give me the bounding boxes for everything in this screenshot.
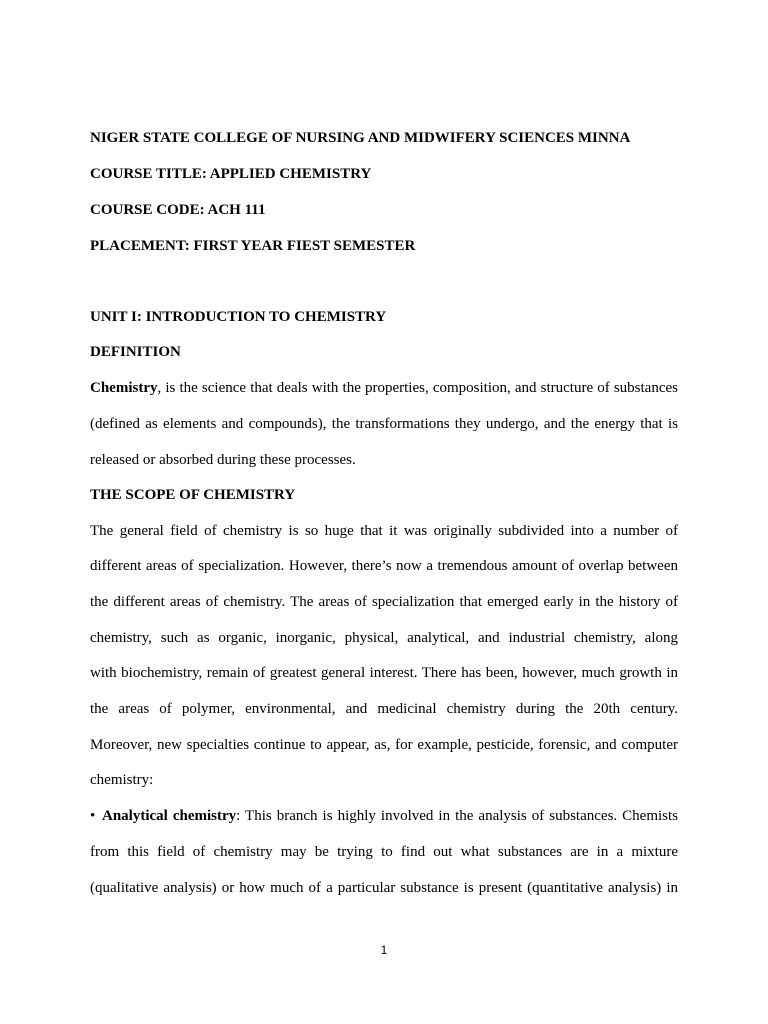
bullet-item-line bbox=[102, 807, 678, 825]
scope-paragraph-line: The general field of chemistry is so huge that it was originally subdivided into a number of bbox=[90, 523, 678, 539]
scope-paragraph-line: different areas of specialization. However, there’s now a tremendous amount of overlap between bbox=[90, 558, 678, 574]
definition-paragraph-line: released or absorbed during these processes. bbox=[90, 452, 356, 468]
institution-heading: NIGER STATE COLLEGE OF NURSING AND MIDWIFERY SCIENCES MINNA bbox=[90, 130, 631, 146]
course-title-heading: COURSE TITLE: APPLIED CHEMISTRY bbox=[90, 166, 372, 182]
unit-title-heading: UNIT I: INTRODUCTION TO CHEMISTRY bbox=[90, 309, 387, 325]
scope-paragraph-line: the different areas of chemistry. The areas of specialization that emerged early in the history of bbox=[90, 594, 678, 610]
scope-paragraph-line: chemistry: bbox=[90, 772, 154, 788]
page-number: 1 bbox=[380, 943, 388, 957]
definition-paragraph-line: (defined as elements and compounds), the transformations they undergo, and the energy that is bbox=[90, 416, 678, 432]
definition-text: , is the science that deals with the properties, composition, and structure of substances bbox=[157, 380, 678, 396]
scope-paragraph-line: Moreover, new specialties continue to appear, as, for example, pesticide, forensic, and computer bbox=[90, 737, 678, 753]
scope-paragraph-line: chemistry, such as organic, inorganic, physical, analytical, and industrial chemistry, along bbox=[90, 630, 678, 646]
scope-heading: THE SCOPE OF CHEMISTRY bbox=[90, 487, 296, 503]
scope-paragraph-line: the areas of polymer, environmental, and medicinal chemistry during the 20th century. bbox=[90, 701, 678, 717]
definition-paragraph-line bbox=[90, 379, 678, 397]
bullet-term: Analytical chemistry bbox=[102, 808, 237, 824]
bullet-icon: • bbox=[90, 808, 96, 824]
placement-heading: PLACEMENT: FIRST YEAR FIEST SEMESTER bbox=[90, 238, 416, 254]
definition-term: Chemistry bbox=[90, 380, 158, 396]
course-code-heading: COURSE CODE: ACH 111 bbox=[90, 202, 266, 218]
bullet-item-line: (qualitative analysis) or how much of a particular substance is present (quantitative analysis) in bbox=[90, 880, 678, 896]
definition-heading: DEFINITION bbox=[90, 344, 181, 360]
bullet-item-line: from this field of chemistry may be trying to find out what substances are in a mixture bbox=[90, 844, 678, 860]
scope-paragraph-line: with biochemistry, remain of greatest general interest. There has been, however, much growth in bbox=[90, 665, 678, 681]
bullet-text: : This branch is highly involved in the analysis of substances. Chemists bbox=[236, 808, 679, 824]
